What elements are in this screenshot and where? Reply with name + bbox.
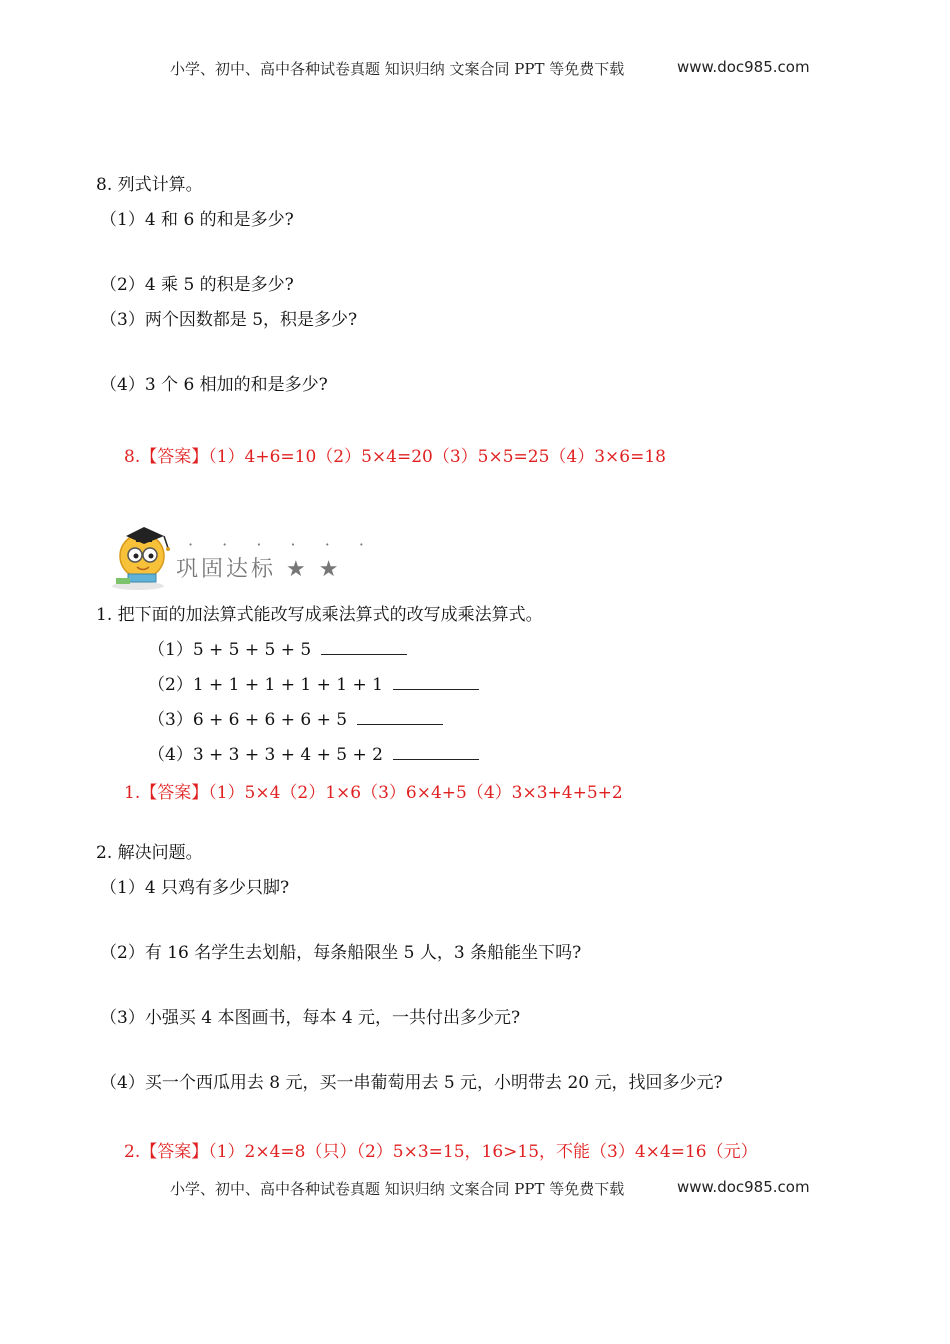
page-header	[170, 58, 810, 79]
q1-answer: 1.【答案】（1）5×4（2）1×6（3）6×4+5（4）3×3+4+5+2	[124, 783, 623, 803]
answer-blank[interactable]	[321, 640, 407, 655]
star-icon: ★ ★	[286, 557, 342, 582]
header-url[interactable]: www.doc985.com	[677, 58, 810, 76]
q8-item-4: （4）3 个 6 相加的和是多少?	[100, 375, 328, 395]
q1-title: 1. 把下面的加法算式能改写成乘法算式的改写成乘法算式。	[96, 605, 543, 625]
q8-item-2: （2）4 乘 5 的积是多少?	[100, 275, 294, 295]
q8-item-1: （1）4 和 6 的和是多少?	[100, 210, 294, 230]
mascot-icon	[108, 522, 180, 592]
answer-blank[interactable]	[393, 675, 479, 690]
q1-item-3	[148, 705, 443, 730]
q8-title: 8. 列式计算。	[96, 175, 203, 195]
q1-item-2-text: （2）1 + 1 + 1 + 1 + 1 + 1	[148, 675, 383, 695]
q2-item-2: （2）有 16 名学生去划船，每条船限坐 5 人，3 条船能坐下吗?	[100, 943, 582, 963]
section-title-text: 巩固达标	[176, 557, 277, 582]
q1-item-3-text: （3）6 + 6 + 6 + 6 + 5	[148, 710, 348, 730]
footer-url[interactable]: www.doc985.com	[677, 1178, 810, 1196]
q8-answer: 8.【答案】（1）4+6=10（2）5×4=20（3）5×5=25（4）3×6=18	[124, 447, 666, 467]
q2-item-1: （1）4 只鸡有多少只脚?	[100, 878, 290, 898]
q1-item-2	[148, 670, 479, 695]
header-text: 小学、初中、高中各种试卷真题 知识归纳 文案合同 PPT 等免费下载	[170, 60, 625, 78]
section-dots: · · · · · ·	[188, 535, 376, 554]
q1-item-4	[148, 740, 479, 765]
q2-item-4: （4）买一个西瓜用去 8 元，买一串葡萄用去 5 元，小明带去 20 元，找回多少元?	[100, 1073, 723, 1093]
q1-item-1	[148, 635, 407, 660]
q2-answer: 2.【答案】（1）2×4=8（只）（2）5×3=15，16>15，不能（3）4×4=16（元）	[124, 1142, 758, 1162]
section-title	[176, 552, 341, 583]
answer-blank[interactable]	[393, 745, 479, 760]
q2-title: 2. 解决问题。	[96, 843, 203, 863]
footer-text: 小学、初中、高中各种试卷真题 知识归纳 文案合同 PPT 等免费下载	[170, 1180, 625, 1198]
q2-item-3: （3）小强买 4 本图画书，每本 4 元，一共付出多少元?	[100, 1008, 521, 1028]
q1-item-4-text: （4）3 + 3 + 3 + 4 + 5 + 2	[148, 745, 383, 765]
page-footer	[170, 1178, 810, 1199]
q1-item-1-text: （1）5 + 5 + 5 + 5	[148, 640, 312, 660]
answer-blank[interactable]	[357, 710, 443, 725]
q8-item-3: （3）两个因数都是 5，积是多少?	[100, 310, 358, 330]
